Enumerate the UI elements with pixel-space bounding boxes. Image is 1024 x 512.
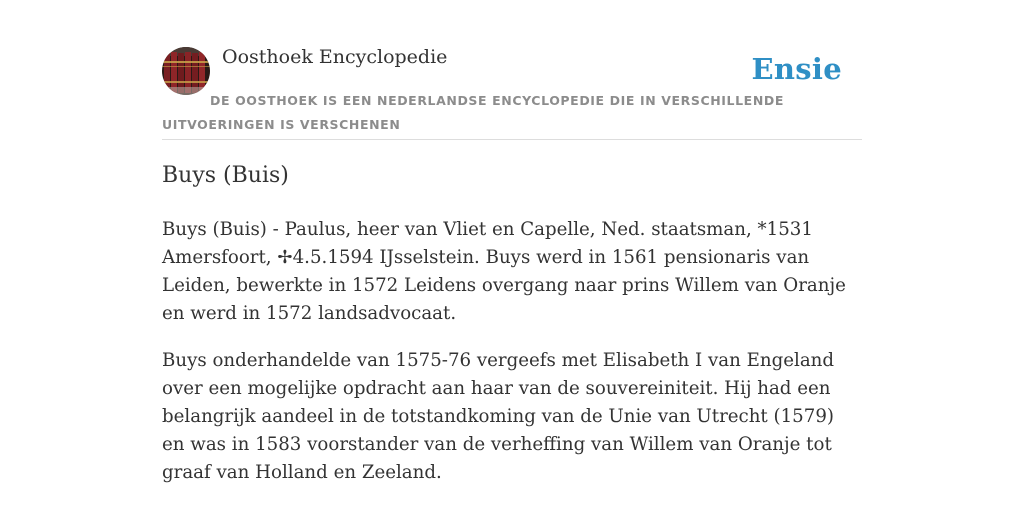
- article-title: Buys (Buis): [162, 163, 289, 188]
- article-body: [162, 216, 862, 506]
- header-divider: [162, 139, 862, 140]
- site-title[interactable]: Oosthoek Encyclopedie: [222, 46, 448, 68]
- encyclopedia-books-icon[interactable]: [162, 47, 210, 95]
- article-paragraph: Buys onderhandelde van 1575-76 vergeefs met Elisabeth I van Engeland over een mogelijke opdracht aan haar van de souvereiniteit. Hij had een belangrijk aandeel in de totstandkoming van de Unie van Utrecht (1579) en was in 1583 voorstander van de verheffing van Willem van Oranje tot graaf van Holland en Zeeland.: [162, 350, 835, 483]
- site-tagline: DE OOSTHOEK IS EEN NEDERLANDSE ENCYCLOPEDIE DIE IN VERSCHILLENDE UITVOERINGEN IS VERSCHENEN: [162, 93, 784, 132]
- brand-logo[interactable]: Ensie: [751, 52, 842, 86]
- article-paragraph: Buys (Buis) - Paulus, heer van Vliet en Capelle, Ned. staatsman, *1531 Amersfoort, ✢4.5.1594 IJsselstein. Buys werd in 1561 pensionaris van Leiden, bewerkte in 1572 Leidens overgang naar prins Willem van Oranje en werd in 1572 landsadvocaat.: [162, 219, 846, 324]
